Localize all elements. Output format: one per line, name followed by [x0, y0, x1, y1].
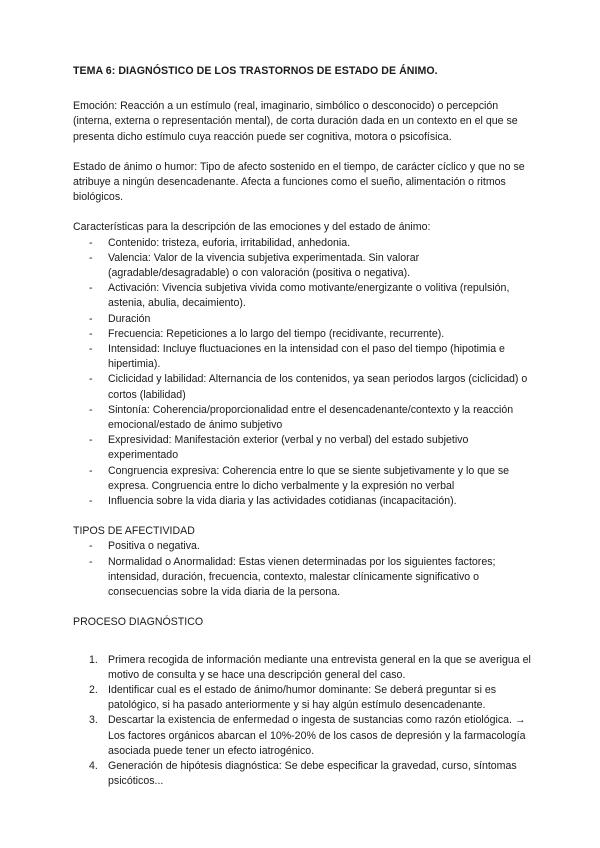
list-item: - Ciclicidad y labilidad: Alternancia de los contenidos, ya sean periodos largos (ciclicidad) o cortos (labilidad) — [73, 372, 533, 402]
list-item: - Influencia sobre la vida diaria y las actividades cotidianas (incapacitación). — [73, 494, 533, 509]
tipos-heading: TIPOS DE AFECTIVIDAD — [73, 525, 195, 538]
numbered-item — [73, 759, 533, 789]
item-number: 1. — [89, 653, 98, 666]
proceso-list — [73, 653, 533, 790]
spacer — [73, 600, 533, 615]
spacer — [73, 509, 533, 524]
numbered-item — [73, 653, 533, 683]
paragraph-estado-de-animo: Estado de ánimo o humor: Tipo de afecto sostenido en el tiempo, de carácter cíclico y que no se atribuye a ningún desencadenante. Afecta a funciones como el sueño, alimentación o ritmos biológicos. — [73, 160, 525, 204]
document-page — [73, 64, 533, 789]
item-number: 2. — [89, 683, 98, 696]
proceso-heading: PROCESO DIAGNÓSTICO — [73, 616, 204, 629]
item-text: Identificar cual es el estado de ánimo/humor dominante: Se deberá preguntar si es patológico, si ha pasado anteriormente y si hay algún estímulo desencadenante. — [108, 683, 497, 712]
caracteristicas-list — [73, 236, 533, 510]
numbered-item — [73, 683, 533, 713]
spacer — [73, 631, 533, 653]
list-item: - Contenido: tristeza, euforia, irritabilidad, anhedonia. — [73, 236, 533, 251]
item-number: 3. — [89, 714, 98, 727]
list-item: - Valencia: Valor de la vivencia subjetiva experimentada. Sin valorar (agradable/desagradable) o con valoración (positiva o negativa). — [73, 251, 533, 281]
list-item: - Frecuencia: Repeticiones a lo largo del tiempo (recidivante, recurrente). — [73, 327, 533, 342]
caracteristicas-heading: Características para la descripción de las emociones y del estado de ánimo: — [73, 221, 431, 234]
item-text: Generación de hipótesis diagnóstica: Se debe especificar la gravedad, curso, síntomas psicóticos... — [108, 759, 517, 788]
tipos-list — [73, 539, 533, 600]
list-item: - Intensidad: Incluye fluctuaciones en la intensidad con el paso del tiempo (hipotimia e hipertimia). — [73, 342, 533, 372]
list-item: - Congruencia expresiva: Coherencia entre lo que se siente subjetivamente y lo que se expresa. Congruencia entre lo dicho verbalmente y la expresión no verbal — [73, 464, 533, 494]
list-item: - Positiva o negativa. — [73, 539, 533, 554]
list-item: - Normalidad o Anormalidad: Estas vienen determinadas por los siguientes factores; intensidad, duración, frecuencia, contexto, malestar clínicamente significativo o consecuencias sobre la vida diaria de la persona. — [73, 555, 533, 601]
list-item: - Sintonía: Coherencia/proporcionalidad entre el desencadenante/contexto y la reacción emocional/estado de ánimo subjetivo — [73, 403, 533, 433]
numbered-item — [73, 713, 533, 759]
document-title: TEMA 6: DIAGNÓSTICO DE LOS TRASTORNOS DE ESTADO DE ÁNIMO. — [73, 65, 438, 77]
list-item: - Expresividad: Manifestación exterior (verbal y no verbal) del estado subjetivo experimentado — [73, 433, 533, 463]
paragraph-emocion: Emoción: Reacción a un estímulo (real, imaginario, simbólico o desconocido) o percepción (interna, externa o representación mental), de corta duración dada en un contexto en el que se presenta dicho estímulo cuya reacción puede ser cognitiva, motora o psicofísica. — [73, 100, 518, 143]
item-number: 4. — [89, 759, 98, 772]
list-item: - Duración — [73, 312, 533, 327]
item-text: Primera recogida de información mediante una entrevista general en la que se averigua el motivo de consulta y se hace una descripción general del caso. — [108, 653, 531, 681]
list-item: - Activación: Vivencia subjetiva vivida como motivante/energizante o volitiva (repulsión, astenia, abulia, decaimiento). — [73, 281, 533, 311]
item-text: Descartar la existencia de enfermedad o ingesta de sustancias como razón etiológica. → Los factores orgánicos abarcan el 10%-20% de los casos de depresión y la farmacología asociada puede tener un efecto iatrogénico. — [108, 714, 526, 757]
